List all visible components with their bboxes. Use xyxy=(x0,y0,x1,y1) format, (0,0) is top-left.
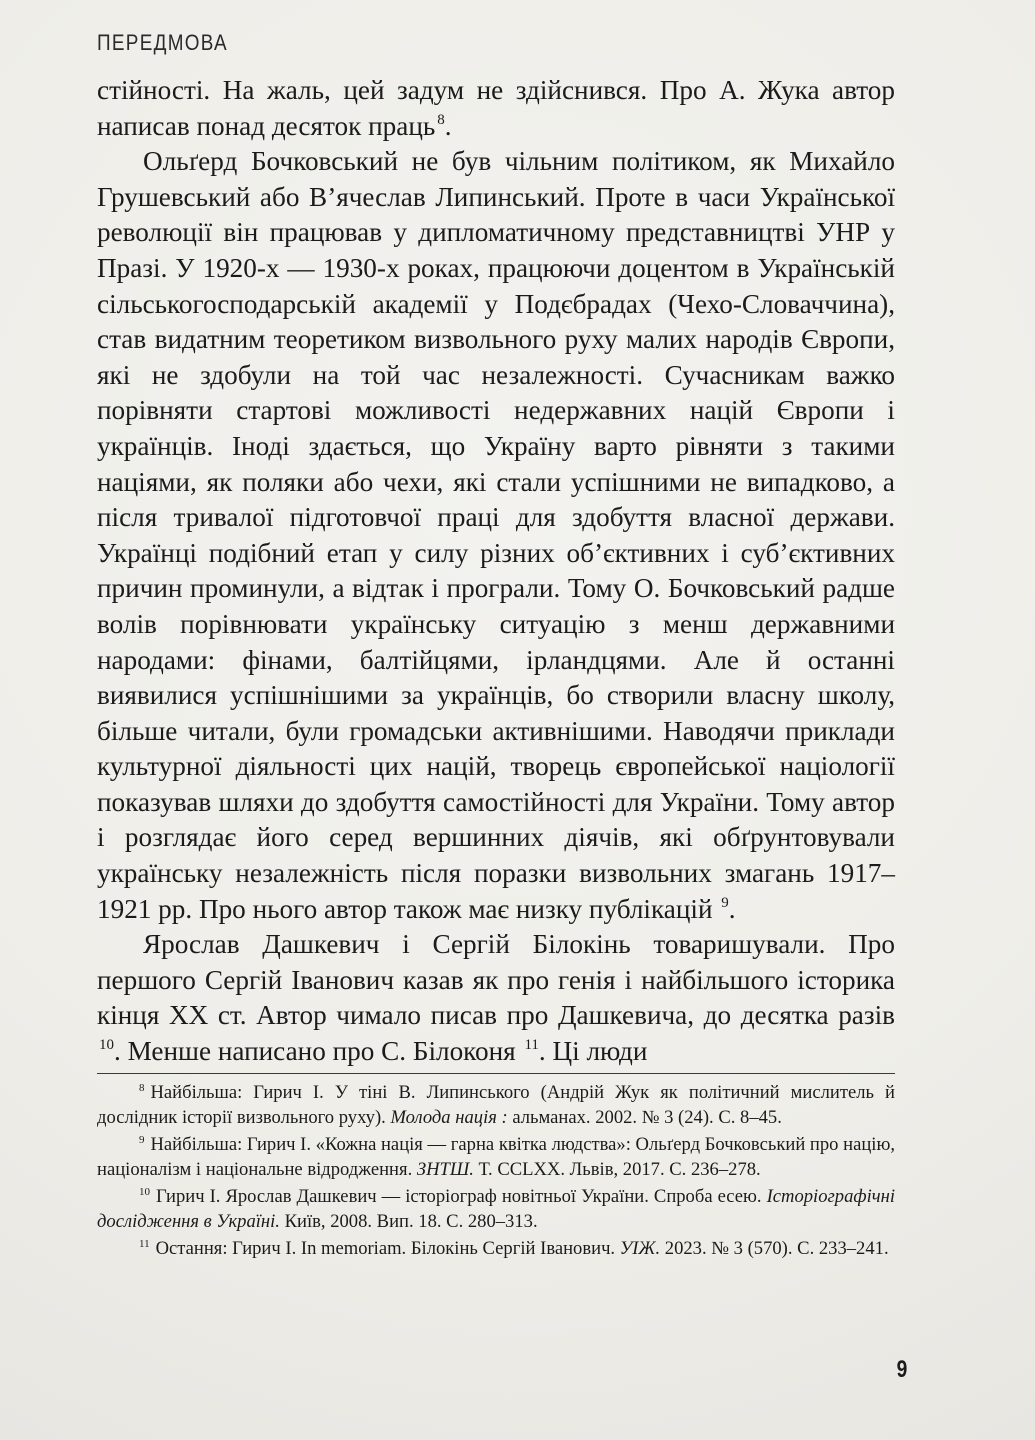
footnote-9 xyxy=(97,1132,895,1182)
paragraph-1-text: стійності. На жаль, цей задум не здійснився. Про А. Жука автор написав понад десяток праць xyxy=(97,75,895,141)
footnote-text-end: 2023. № 3 (570). С. 233–241. xyxy=(660,1238,889,1259)
footnote-number: 9 xyxy=(139,1134,145,1146)
running-head: ПЕРЕДМОВА xyxy=(97,30,228,55)
footnote-number: 11 xyxy=(139,1238,150,1250)
footnote-11 xyxy=(97,1236,895,1261)
paragraph-1-end: . xyxy=(444,110,452,141)
main-text xyxy=(97,73,895,1070)
footnote-source-title: УІЖ. xyxy=(619,1238,661,1259)
footnote-source-title: ЗНТШ. xyxy=(416,1159,474,1180)
footnote-text: Найбільша: Гирич І. У тіні В. Липинського (Андрій Жук як політичний мислитель й дослідник історії визвольного руху). xyxy=(97,1082,895,1128)
footnote-text: Остання: Гирич І. In memoriam. Білокінь Сергій Іванович. xyxy=(155,1238,620,1259)
footnote-ref-11[interactable]: 11 xyxy=(524,1037,539,1054)
footnote-ref-10[interactable]: 10 xyxy=(99,1037,114,1054)
paragraph-2 xyxy=(97,144,895,927)
footnote-source-title: Молода нація : xyxy=(390,1107,508,1128)
page-number: 9 xyxy=(896,1356,907,1383)
paragraph-1 xyxy=(97,73,895,144)
footnote-text-end: альманах. 2002. № 3 (24). С. 8–45. xyxy=(507,1107,782,1128)
paragraph-3-text-b: . Менше написано про С. Білоконя xyxy=(114,1036,516,1067)
paragraph-2-end: . xyxy=(728,893,736,924)
footnote-text: Найбільша: Гирич І. «Кожна нація — гарна квітка людства»: Ольґерд Бочковський про націю, націоналізм і національне відродження. xyxy=(97,1134,895,1180)
footnote-ref-8[interactable]: 8 xyxy=(437,111,445,128)
footnote-ref-9[interactable]: 9 xyxy=(721,894,729,911)
footnote-text-end: Т. CCLXX. Львів, 2017. С. 236–278. xyxy=(473,1159,761,1180)
paragraph-3-text-c: . Ці люди xyxy=(538,1036,648,1067)
footnote-8 xyxy=(97,1080,895,1130)
footnote-number: 8 xyxy=(139,1082,145,1094)
paragraph-3-text-a: Ярослав Дашкевич і Сергій Білокінь товаришували. Про першого Сергій Іванович казав як про генія і найбільшого історика кінця XX ст. Автор чимало писав про Дашкевича, до десятка разів xyxy=(97,929,895,1031)
paragraph-3 xyxy=(97,927,895,1069)
footnotes xyxy=(97,1080,895,1263)
footnote-text-end: Київ, 2008. Вип. 18. С. 280–313. xyxy=(279,1211,538,1232)
footnote-source-title: Історіографічні дослідження в Україні. xyxy=(97,1186,895,1232)
footnote-text: Гирич І. Ярослав Дашкевич — історіограф новітньої України. Спроба есею. xyxy=(156,1186,767,1207)
footnote-number: 10 xyxy=(139,1186,150,1198)
footnote-10 xyxy=(97,1184,895,1234)
paragraph-2-text: Ольґерд Бочковський не був чільним політиком, як Михайло Грушевський або В’ячеслав Липинський. Проте в часи Української революції він працював у дипломатичному представництві УНР у Празі. У 1920-х — 1930-х роках, працюючи доцентом в Українській сільськогосподарській академії у Подєбрадах (Чехо-Словаччина), став видатним теоретиком визвольного руху малих народів Європи, які не здобули на той час незалежності. Сучасникам важко порівняти стартові можливості недержавних націй Європи і українців. Іноді здається, що Україну варто рівняти з такими націями, як поляки або чехи, які стали успішними не випадково, а після тривалої підготовчої праці для здобуття власної держави. Українці подібний етап у силу різних об’єктивних і суб’єктивних причин проминули, а відтак і програли. Тому О. Бочковський радше волів порівнювати українську ситуацію з менш державними народами: фінами, балтійцями, ірландцями. Але й останні виявилися успішнішими за українців, бо створили власну школу, більше читали, були громадськи активнішими. Наводячи приклади культурної діяльності цих націй, творець європейської націології показував шляхи до здобуття самостійності для України. Тому автор і розглядає його серед вершинних діячів, які обґрунтовували українську незалежність після поразки визвольних змагань 1917–1921 рр. Про нього автор також має низку публікацій xyxy=(97,146,895,924)
footnote-separator xyxy=(97,1073,895,1074)
